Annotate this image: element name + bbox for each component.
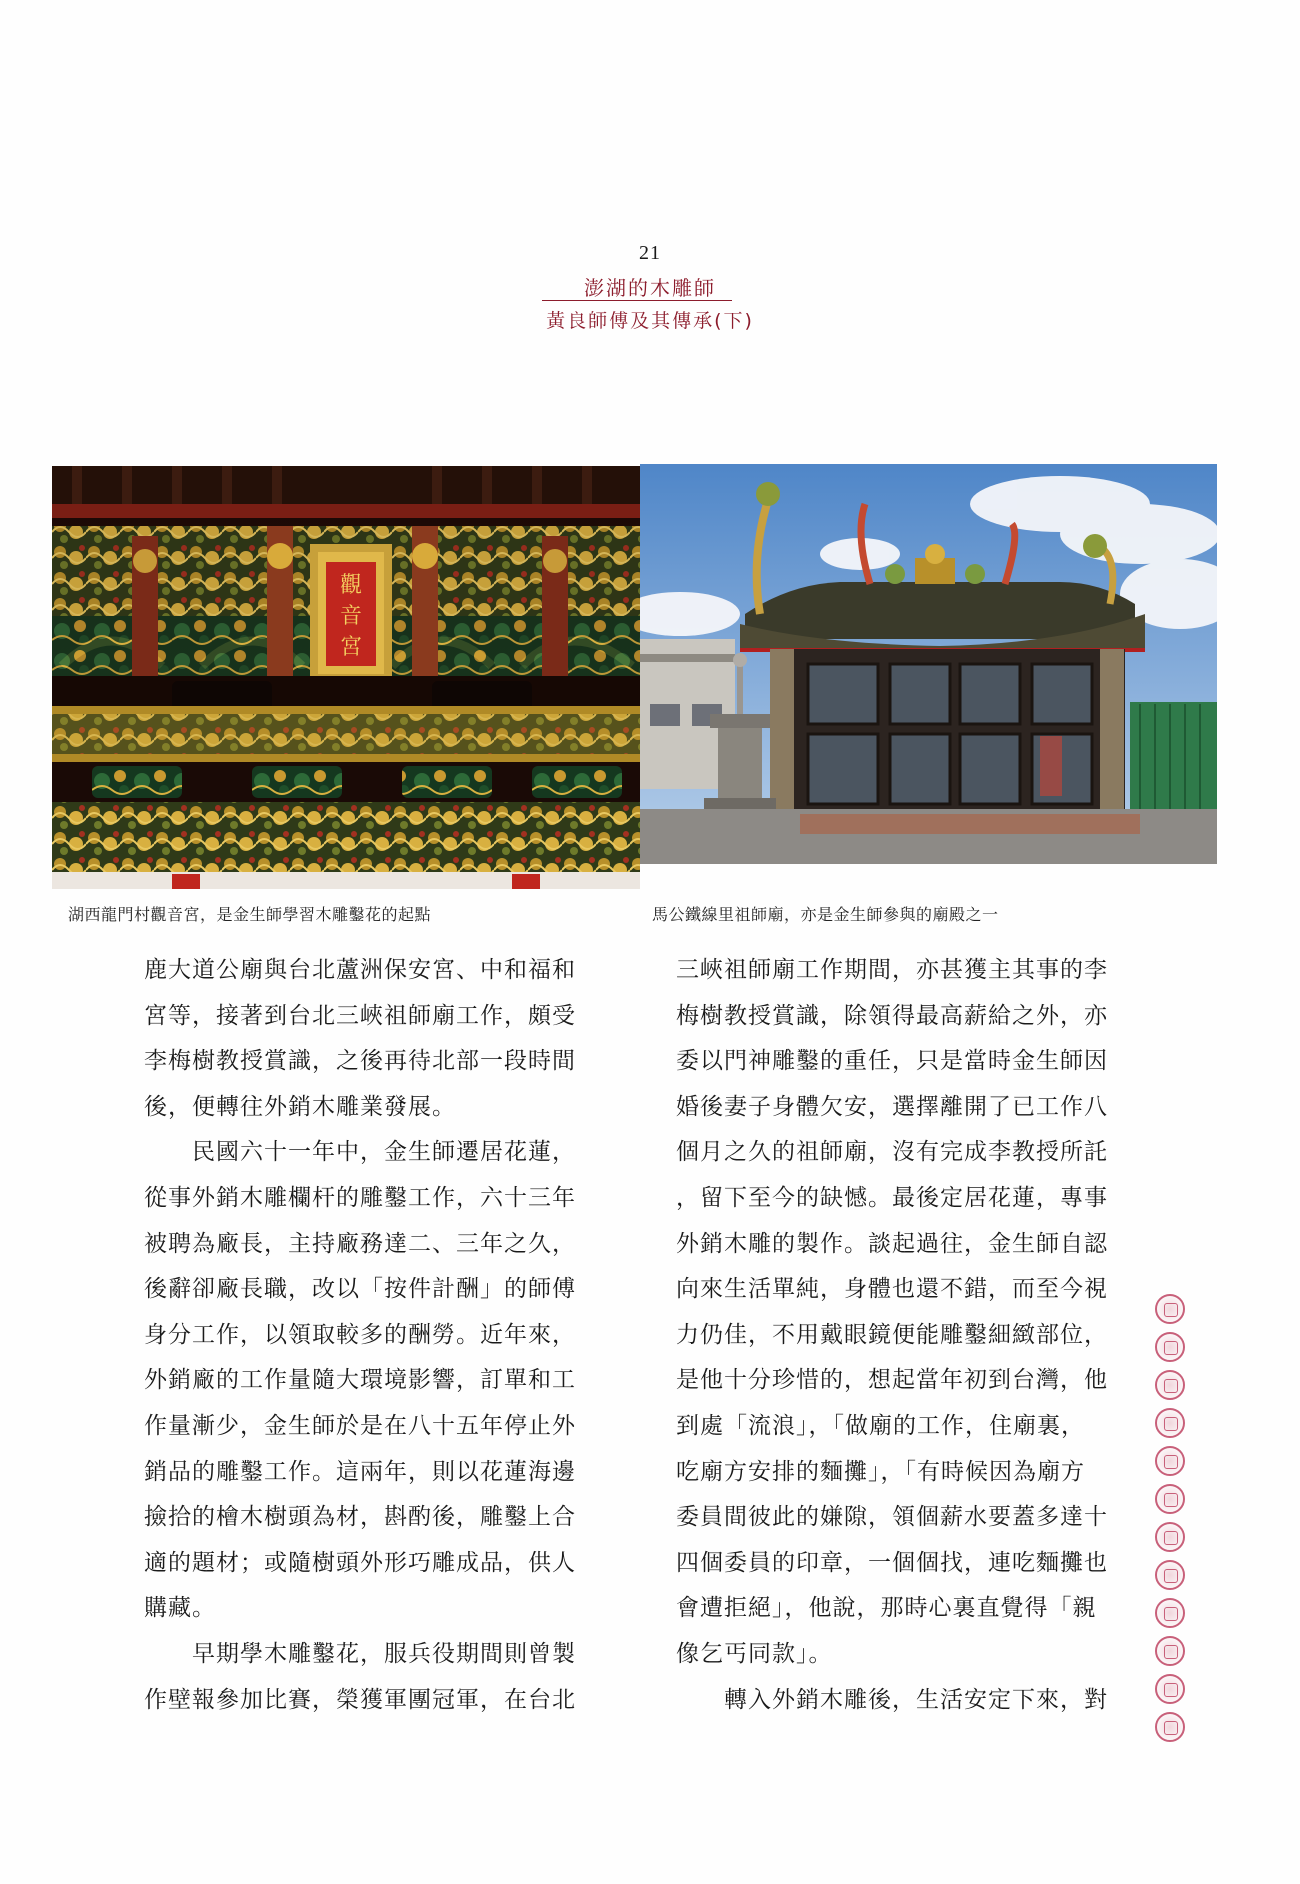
seal-stamp [1155,1446,1185,1476]
seal-stamp-strip [1152,1294,1188,1756]
body-line: 到處「流浪」，「做廟的工作，住廟裏， [676,1412,1085,1439]
body-line: 從事外銷木雕欄杆的雕鑿工作，六十三年 [144,1184,576,1211]
seal-stamp [1155,1370,1185,1400]
body-line: 是他十分珍惜的，想起當年初到台灣，他 [676,1367,1108,1394]
body-line: 向來生活單純，身體也還不錯，而至今視 [676,1276,1108,1303]
body-line: 早期學木雕鑿花，服兵役期間則曾製 [192,1640,576,1667]
body-line: 購藏。 [144,1595,216,1622]
body-column-left [144,948,604,1723]
body-line: 會遭拒絕」，他說，那時心裏直覺得「親 [676,1595,1097,1622]
body-line: 李梅樹教授賞識，之後再待北部一段時間 [144,1048,576,1075]
body-line: 力仍佳，不用戴眼鏡便能雕鑿細緻部位， [676,1321,1108,1348]
body-line: 像乞丐同款」。 [676,1640,833,1667]
body-line: 吃廟方安排的麵攤」，「有時候因為廟方 [676,1458,1085,1485]
body-line: 梅樹教授賞識，除領得最高薪給之外，亦 [676,1002,1108,1029]
body-line: 轉入外銷木雕後，生活安定下來，對 [724,1686,1108,1713]
body-line: 委員間彼此的嫌隙，領個薪水要蓋多達十 [676,1504,1108,1531]
seal-stamp [1155,1522,1185,1552]
temple-exterior-photo [640,464,1217,864]
body-line: 外銷廠的工作量隨大環境影響，訂單和工 [144,1367,576,1394]
seal-stamp [1155,1712,1185,1742]
body-line: 委以門神雕鑿的重任，只是當時金生師因 [676,1048,1108,1075]
seal-stamp [1155,1598,1185,1628]
body-line: 後辭卻廠長職，改以「按件計酬」的師傅 [144,1276,576,1303]
seal-stamp [1155,1484,1185,1514]
body-line: 三峽祖師廟工作期間，亦甚獲主其事的李 [676,957,1108,983]
body-line: 四個委員的印章，一個個找，連吃麵攤也 [676,1549,1108,1576]
body-line: ，留下至今的缺憾。最後定居花蓮，專事 [676,1184,1108,1211]
seal-stamp [1155,1294,1185,1324]
caption-right: 馬公鐵線里祖師廟，亦是金生師參與的廟殿之一 [652,905,999,924]
plaque-char-1: 觀 [339,573,363,598]
article-title: 黃良師傅及其傳承(下) [546,310,754,332]
seal-stamp [1155,1636,1185,1666]
plaque-char-2: 音 [339,604,363,629]
body-line: 民國六十一年中，金生師遷居花蓮， [192,1139,576,1166]
page-number: 21 [639,242,661,264]
body-line: 婚後妻子身體欠安，選擇離開了已工作八 [676,1093,1108,1120]
body-line: 作量漸少，金生師於是在八十五年停止外 [144,1412,576,1439]
title-rule [542,300,732,301]
body-line: 外銷木雕的製作。談起過往，金生師自認 [676,1230,1108,1257]
body-line: 身分工作，以領取較多的酬勞。近年來， [144,1321,576,1348]
series-title: 澎湖的木雕師 [584,276,716,300]
caption-left: 湖西龍門村觀音宮，是金生師學習木雕鑿花的起點 [68,905,432,924]
seal-stamp [1155,1408,1185,1438]
body-line: 適的題材；或隨樹頭外形巧雕成品，供人 [144,1549,576,1576]
body-line: 被聘為廠長，主持廠務達二、三年之久， [144,1230,576,1257]
body-line: 宮等，接著到台北三峽祖師廟工作，頗受 [144,1002,576,1029]
seal-stamp [1155,1674,1185,1704]
temple-carving-photo [52,466,640,889]
body-line: 鹿大道公廟與台北蘆洲保安宮、中和福和 [144,957,576,983]
body-line: 撿拾的檜木樹頭為材，斟酌後，雕鑿上合 [144,1504,576,1531]
body-line: 銷品的雕鑿工作。這兩年，則以花蓮海邊 [144,1458,576,1485]
body-line: 後，便轉往外銷木雕業發展。 [144,1093,456,1120]
body-column-right [676,948,1136,1723]
seal-stamp [1155,1332,1185,1362]
body-line: 個月之久的祖師廟，沒有完成李教授所託 [676,1139,1108,1166]
plaque-char-3: 宮 [339,635,363,660]
seal-stamp [1155,1560,1185,1590]
body-line: 作壁報參加比賽，榮獲軍團冠軍，在台北 [144,1686,576,1713]
